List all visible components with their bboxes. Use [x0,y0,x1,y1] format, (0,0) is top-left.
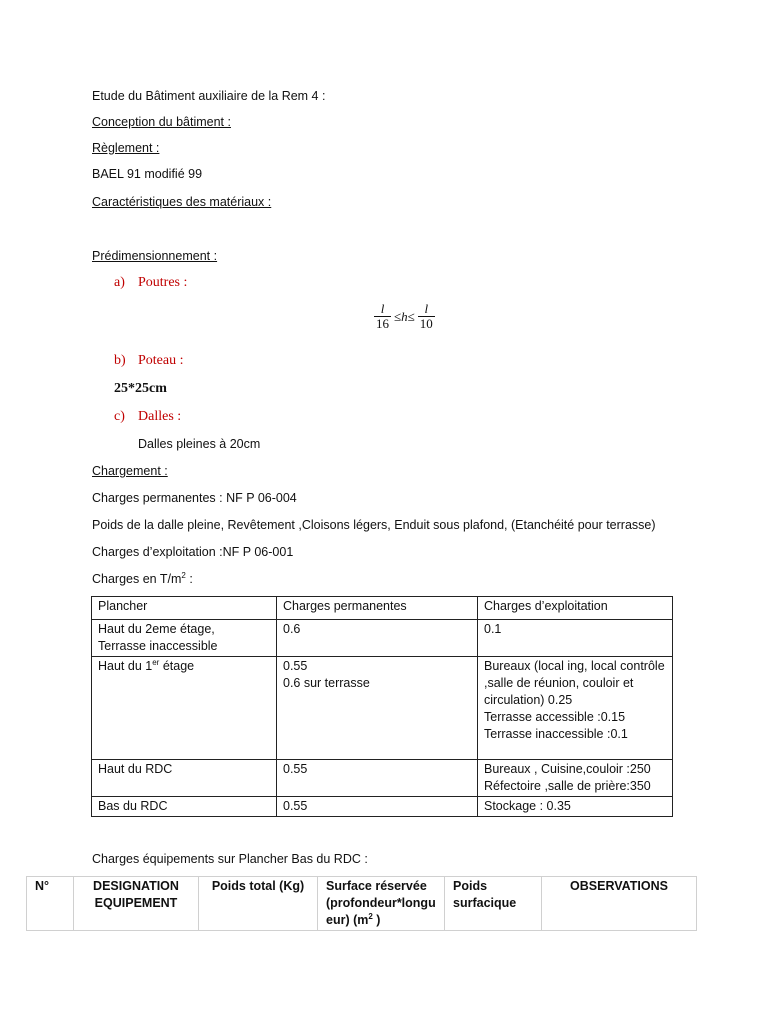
fraction-numerator: l [424,301,429,316]
heading-chargement: Chargement : [92,464,168,478]
list-marker: c) [114,409,125,424]
charges-table [91,596,673,817]
table-header-cell: Poids total (Kg) [199,877,318,931]
table-row [92,657,673,760]
dalles-value: Dalles pleines à 20cm [138,437,261,451]
table-header-cell: N° [27,877,74,931]
table-cell: 0.1 [478,620,673,657]
list-item-poteau [114,353,184,369]
table-header-cell: Charges d’exploitation [478,597,673,620]
poteau-value: 25*25cm [114,381,167,396]
table-header-cell: Poids surfacique [445,877,542,931]
table-cell: 0.6 [277,620,478,657]
heading-predimensionnement: Prédimensionnement : [92,249,218,263]
table-header-row [92,597,673,620]
table-cell: Haut du 1er étage [92,657,277,760]
table-cell: Bas du RDC [92,797,277,817]
heading-reglement: Règlement : [92,141,160,155]
charges-permanentes-line: Charges permanentes : NF P 06-004 [92,491,297,505]
list-marker: b) [114,353,126,368]
poutre-height-formula [372,302,437,331]
charges-exploitation-line: Charges d’exploitation :NF P 06-001 [92,545,294,559]
heading-conception: Conception du bâtiment : [92,115,231,129]
charges-unit-text: Charges en T/m [92,572,182,586]
table-cell: 0.55 [277,797,478,817]
table-row [92,760,673,797]
table-header-cell: Charges permanentes [277,597,478,620]
table-header-cell: Plancher [92,597,277,620]
table-header-cell: Surface réservée (profondeur*longu eur) ($m^2$ ) [318,877,445,931]
charges-unit-exponent: 2 [181,570,186,580]
table-cell: Bureaux , Cuisine,couloir :250 Réfectoire ,salle de prière:350 [478,760,673,797]
charges-unit-line [92,571,193,587]
fraction-lower [374,302,391,331]
list-label: Poteau : [138,353,184,368]
table-row [92,797,673,817]
equipements-table [26,876,697,931]
table-cell: Haut du RDC [92,760,277,797]
list-label: Dalles : [138,409,182,424]
table-cell: 0.55 [277,760,478,797]
fraction-denominator: 16 [376,316,389,331]
reglement-value: BAEL 91 modifié 99 [92,167,203,181]
table-cell: Bureaux (local ing, local contrôle ,salle de réunion, couloir et circulation) 0.25 Terrasse accessible :0.15 Terrasse inaccessible :0.1 [478,657,673,760]
table-cell: 0.55 0.6 sur terrasse [277,657,478,760]
heading-caracteristiques: Caractéristiques des matériaux : [92,195,272,209]
table-row [92,620,673,657]
table-header-cell: OBSERVATIONS [542,877,697,931]
charges-unit-colon: : [185,572,193,586]
list-marker: a) [114,275,125,290]
table-header-cell: DESIGNATION EQUIPEMENT [74,877,199,931]
formula-relation: ≤h≤ [394,308,415,324]
fraction-numerator: l [380,301,385,316]
table-header-row [27,877,697,931]
list-label: Poutres : [138,275,188,290]
table-cell: Stockage : 0.35 [478,797,673,817]
equipements-heading: Charges équipements sur Plancher Bas du RDC : [92,852,368,866]
table-cell: Haut du 2eme étage, Terrasse inaccessible [92,620,277,657]
document-title: Etude du Bâtiment auxiliaire de la Rem 4 : [92,89,326,103]
poids-line: Poids de la dalle pleine, Revêtement ,Cloisons légers, Enduit sous plafond, (Etanchéité pour terrasse) [92,518,656,532]
fraction-denominator: 10 [419,316,433,331]
list-item-dalles [114,409,181,425]
fraction-upper [418,302,435,331]
list-item-poutres [114,275,187,291]
